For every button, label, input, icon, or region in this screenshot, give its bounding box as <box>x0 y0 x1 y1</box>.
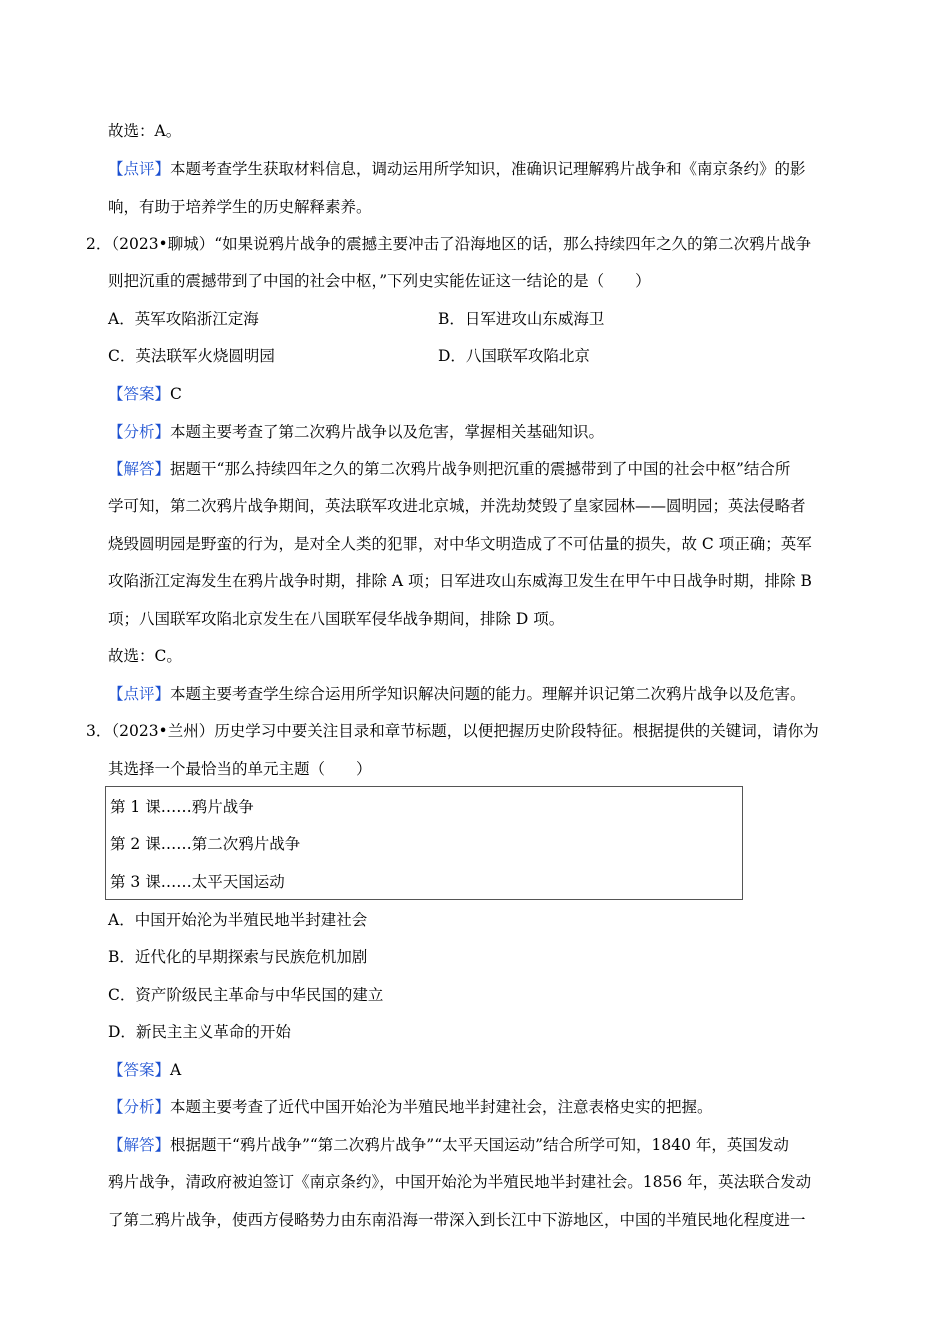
review-tag: 【点评】 <box>108 160 171 178</box>
answer-tag: 【答案】 <box>108 385 171 403</box>
q2-stem-line2: 则把沉重的震撼带到了中国的社会中枢，”下列史实能佐证这一结论的是（ ） <box>108 272 651 290</box>
review-text: 本题主要考查学生综合运用所学知识解决问题的能力。理解并识记第二次鸦片战争以及危害。 <box>170 685 806 703</box>
q1-review-line1 <box>108 158 806 180</box>
q3-table <box>105 786 743 900</box>
analysis-tag: 【分析】 <box>108 1098 171 1116</box>
q3-option-d: D．新民主主义革命的开始 <box>108 1023 291 1041</box>
q2-solution-line3: 烧毁圆明园是野蛮的行为，是对全人类的犯罪，对中华文明造成了不可估量的损失，故 C 项正确；英军 <box>108 535 812 553</box>
q3-solution-line2: 鸦片战争，清政府被迫签订《南京条约》，中国开始沦为半殖民地半封建社会。1856 年，英法联合发动 <box>108 1173 812 1191</box>
q2-option-c: C．英法联军火烧圆明园 <box>108 347 275 365</box>
q2-stem-line1: 2．（2023•聊城）“如果说鸦片战争的震撼主要冲击了沿海地区的话，那么持续四年之久的第二次鸦片战争 <box>86 235 812 253</box>
solution-text: 根据题干“鸦片战争”“第二次鸦片战争”“太平天国运动”结合所学可知，1840 年，英国发动 <box>170 1136 789 1154</box>
table-row: 第 1 课……鸦片战争 <box>110 798 254 816</box>
q2-review <box>108 683 806 705</box>
q3-analysis <box>108 1096 713 1118</box>
solution-tag: 【解答】 <box>108 460 171 478</box>
q2-conclusion: 故选：C。 <box>108 647 182 665</box>
q2-option-a: A．英军攻陷浙江定海 <box>108 310 259 328</box>
table-row: 第 2 课……第二次鸦片战争 <box>110 835 301 853</box>
solution-tag: 【解答】 <box>108 1136 171 1154</box>
q1-review-line2: 响，有助于培养学生的历史解释素养。 <box>108 198 372 216</box>
q2-solution-line4: 攻陷浙江定海发生在鸦片战争时期，排除 A 项；日军进攻山东威海卫发生在甲午中日战争时期，排除 B <box>108 572 812 590</box>
q2-solution-line2: 学可知，第二次鸦片战争期间，英法联军攻进北京城，并洗劫焚毁了皇家园林——圆明园；英法侵略者 <box>108 497 806 515</box>
review-text: 本题考查学生获取材料信息，调动运用所学知识，准确识记理解鸦片战争和《南京条约》的影 <box>170 160 806 178</box>
q3-option-c: C．资产阶级民主革命与中华民国的建立 <box>108 986 384 1004</box>
q3-stem-line1: 3．（2023•兰州）历史学习中要关注目录和章节标题，以便把握历史阶段特征。根据提供的关键词，请你为 <box>86 722 819 740</box>
review-tag: 【点评】 <box>108 685 171 703</box>
q2-answer <box>108 383 182 405</box>
q1-conclusion: 故选：A。 <box>108 122 182 140</box>
analysis-text: 本题主要考查了第二次鸦片战争以及危害，掌握相关基础知识。 <box>170 423 605 441</box>
q2-solution-line5: 项；八国联军攻陷北京发生在八国联军侵华战争期间，排除 D 项。 <box>108 610 565 628</box>
analysis-tag: 【分析】 <box>108 423 171 441</box>
q3-solution-line3: 了第二鸦片战争，使西方侵略势力由东南沿海一带深入到长江中下游地区，中国的半殖民地化程度进一 <box>108 1211 806 1229</box>
q2-option-b: B．日军进攻山东威海卫 <box>438 310 605 328</box>
analysis-text: 本题主要考查了近代中国开始沦为半殖民地半封建社会，注意表格史实的把握。 <box>170 1098 713 1116</box>
q3-solution-line1 <box>108 1134 789 1156</box>
answer-value: C <box>170 385 182 403</box>
q2-analysis <box>108 421 604 443</box>
q3-option-b: B．近代化的早期探索与民族危机加剧 <box>108 948 368 966</box>
q3-option-a: A．中国开始沦为半殖民地半封建社会 <box>108 911 368 929</box>
solution-text: 据题干“那么持续四年之久的第二次鸦片战争则把沉重的震撼带到了中国的社会中枢”结合所 <box>170 460 791 478</box>
answer-tag: 【答案】 <box>108 1061 171 1079</box>
q2-solution-line1 <box>108 458 790 480</box>
answer-value: A <box>170 1061 182 1079</box>
q2-option-d: D．八国联军攻陷北京 <box>438 347 590 365</box>
q3-stem-line2: 其选择一个最恰当的单元主题（ ） <box>108 760 372 778</box>
table-row: 第 3 课……太平天国运动 <box>110 873 285 891</box>
q3-answer <box>108 1059 181 1081</box>
